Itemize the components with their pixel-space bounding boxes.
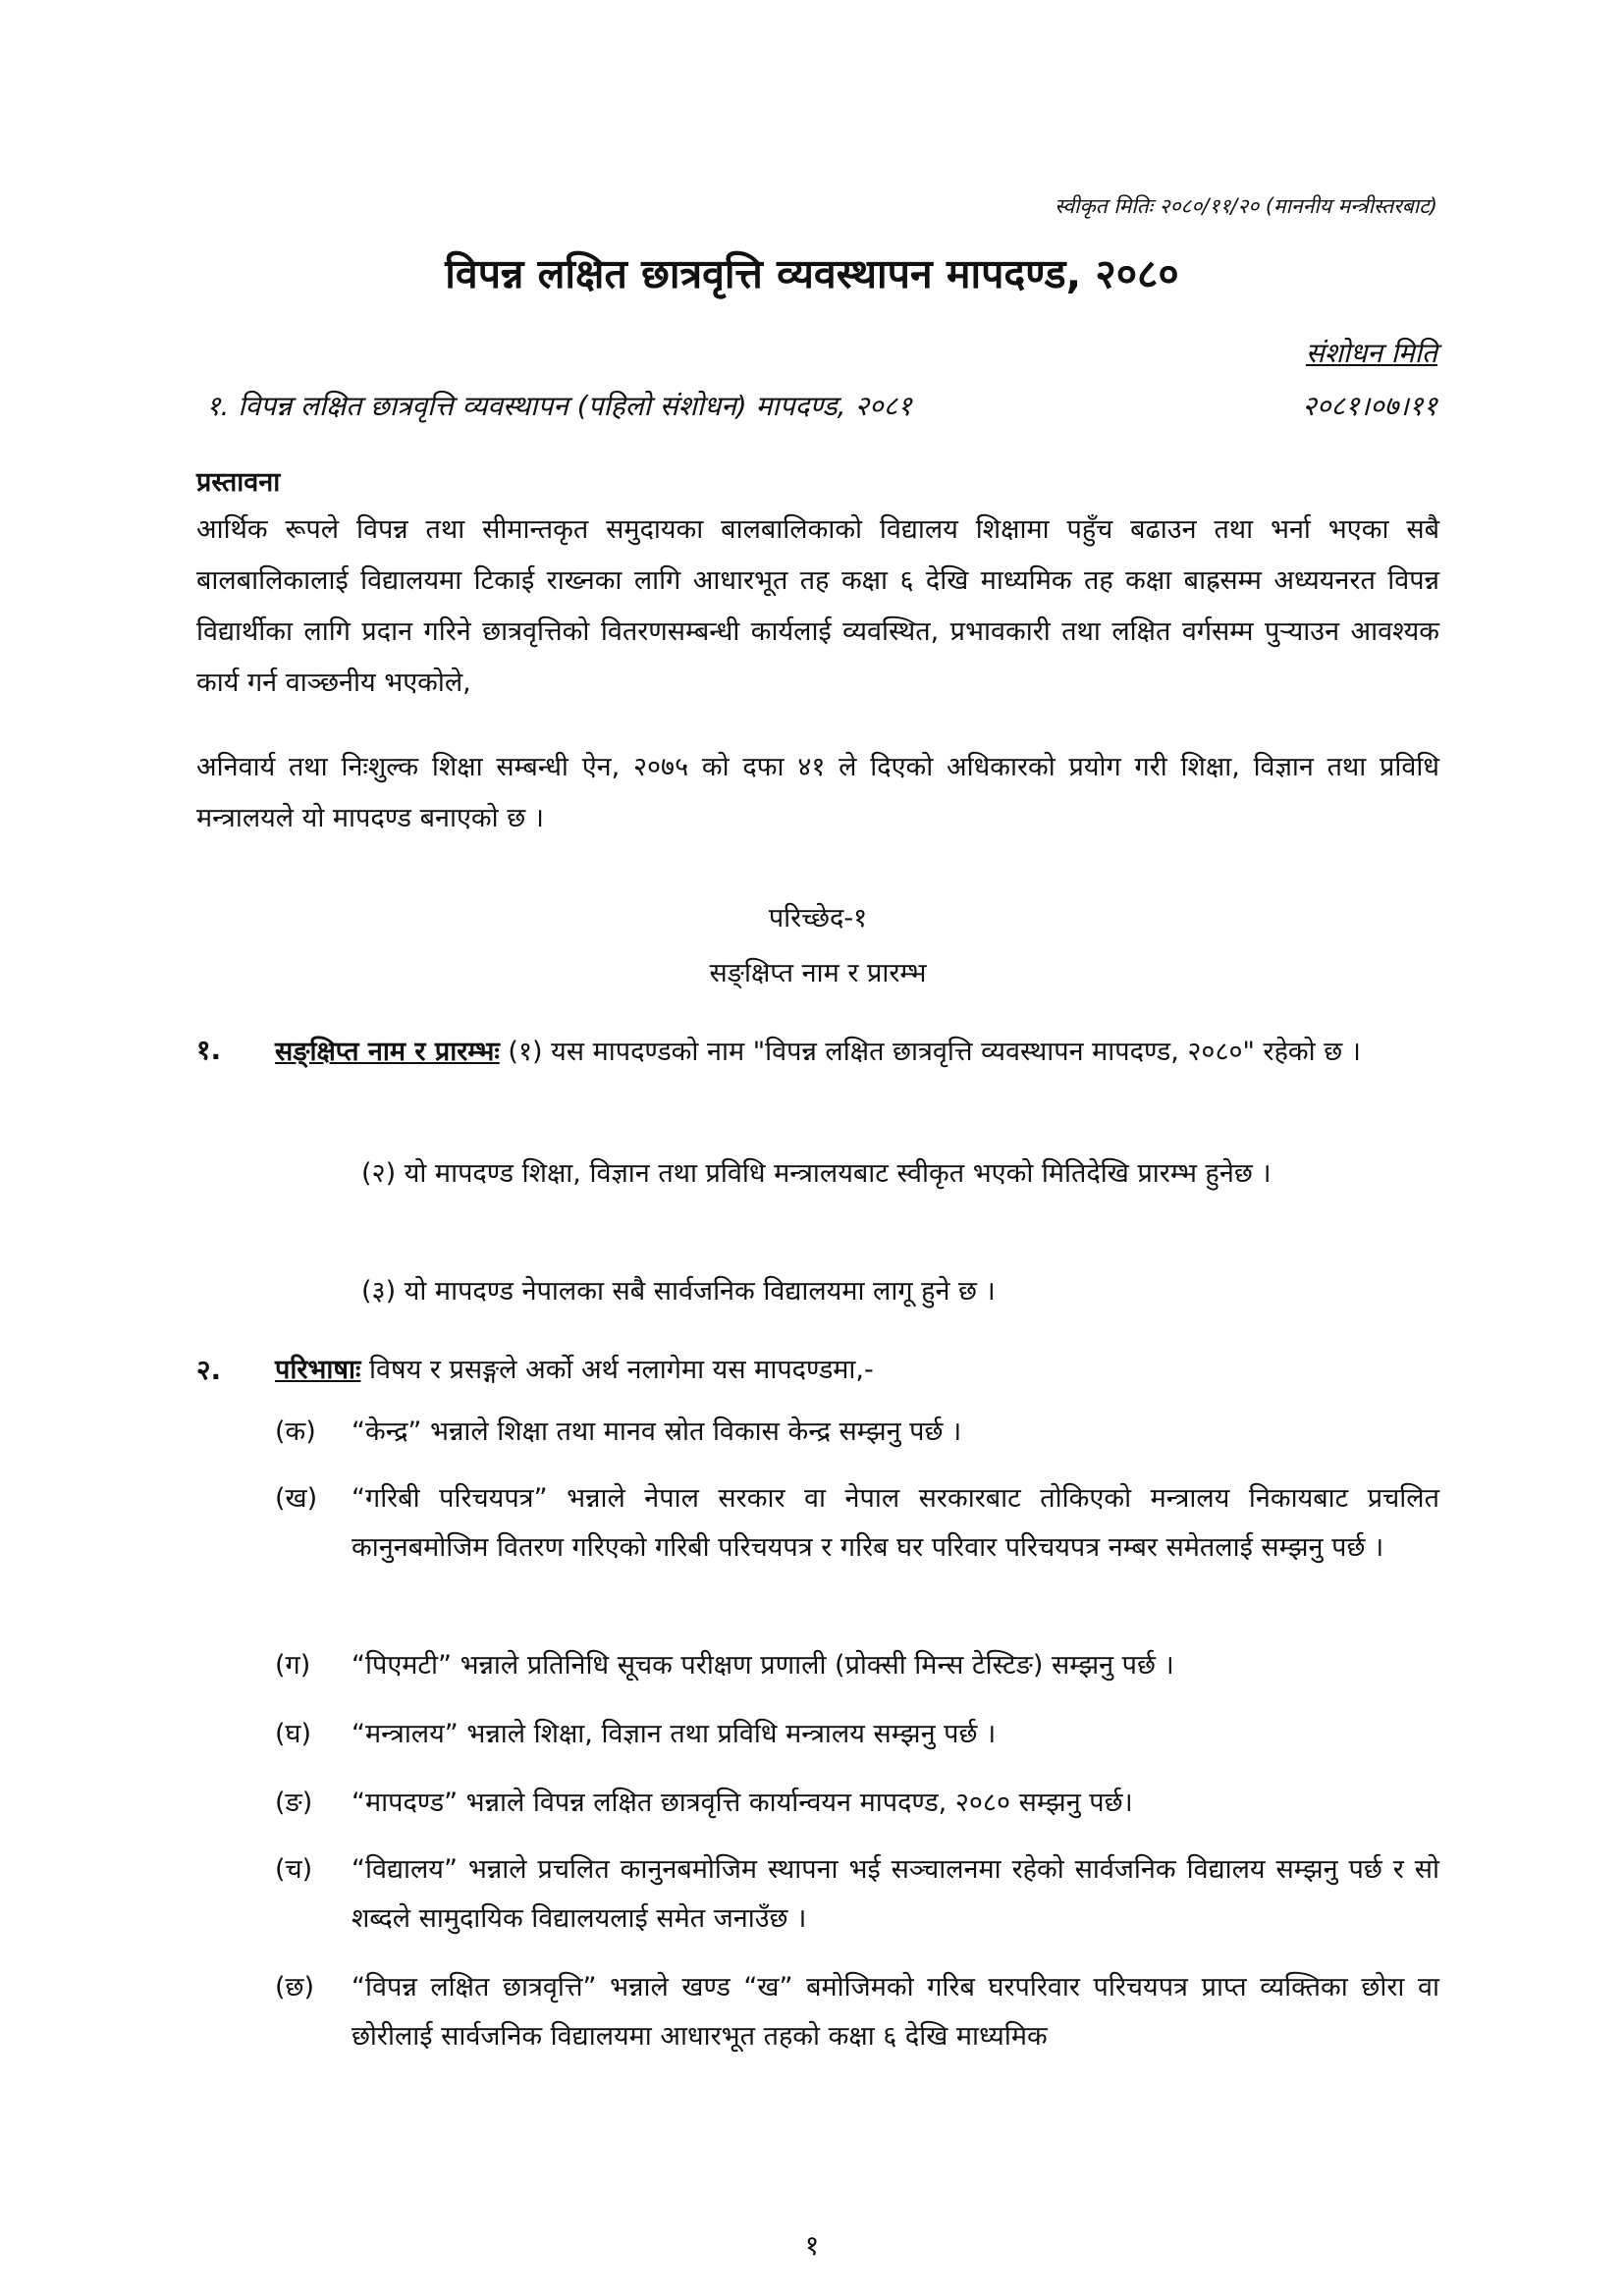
- approval-note: स्वीकृत मितिः २०८०/११/२० (माननीय मन्त्रीस्तरबाट): [1055, 194, 1437, 218]
- definition-item: [275, 1408, 1439, 1457]
- section-2-intro: विषय र प्रसङ्गले अर्को अर्थ नलागेमा यस मापदण्डमा,-: [369, 1355, 874, 1385]
- document-title: विपन्न लक्षित छात्रवृत्ति व्यवस्थापन मापदण्ड, २०८०: [445, 250, 1179, 297]
- section-2-heading: परिभाषाः: [275, 1355, 361, 1385]
- definition-marker: (ख): [275, 1483, 318, 1514]
- definition-text: “गरिबी परिचयपत्र” भन्नाले नेपाल सरकार वा नेपाल सरकारबाट तोकिएको मन्त्रालय निकायबाट प्रचलित कानुनबमोजिम वितरण गरिएको गरिबी परिचयपत्र र गरिब घर परिवार परिचयपत्र नम्बर समेतलाई सम्झनु पर्छ ।: [352, 1483, 1439, 1563]
- amendment-row: [206, 387, 1437, 426]
- section-1-heading: सङ्क्षिप्त नाम र प्रारम्भः: [275, 1037, 500, 1067]
- definition-marker: (च): [275, 1854, 313, 1885]
- definition-text: “मापदण्ड” भन्नाले विपन्न लक्षित छात्रवृत्ति कार्यान्वयन मापदण्ड, २०८० सम्झनु पर्छ।: [352, 1788, 1133, 1818]
- definition-text: “केन्द्र” भन्नाले शिक्षा तथा मानव स्रोत विकास केन्द्र सम्झनु पर्छ ।: [352, 1416, 962, 1447]
- definition-marker: (ङ): [275, 1788, 313, 1818]
- chapter-label: परिच्छेद-१: [768, 903, 868, 934]
- definition-marker: (ग): [275, 1650, 311, 1681]
- definition-marker: (छ): [275, 1972, 314, 2002]
- definition-marker: (क): [275, 1416, 316, 1447]
- section-1-subsection-2: (२) यो मापदण्ड शिक्षा, विज्ञान तथा प्रविधि मन्त्रालयबाट स्वीकृत भएको मितिदेखि प्रारम्भ हुनेछ ।: [361, 1158, 1272, 1189]
- section-2-intro-line: [275, 1345, 1439, 1396]
- definition-text: “मन्त्रालय” भन्नाले शिक्षा, विज्ञान तथा प्रविधि मन्त्रालय सम्झनु पर्छ ।: [352, 1719, 997, 1749]
- definition-text: “विद्यालय” भन्नाले प्रचलित कानुनबमोजिम स्थापना भई सञ्चालनमा रहेको सार्वजनिक विद्यालय सम्झनु पर्छ र सो शब्दले सामुदायिक विद्यालयलाई समेत जनाउँछ ।: [352, 1854, 1439, 1934]
- section-1-number: १.: [196, 1034, 222, 1066]
- definition-item: [275, 1963, 1439, 2061]
- section-1-subsection-3: (३) यो मापदण्ड नेपालका सबै सार्वजनिक विद्यालयमा लागू हुने छ ।: [361, 1276, 996, 1307]
- amendment-heading: संशोधन मिति: [1305, 337, 1437, 369]
- definition-text: “पिएमटी” भन्नाले प्रतिनिधि सूचक परीक्षण प्रणाली (प्रोक्सी मिन्स टेस्टिङ) सम्झनु पर्छ ।: [352, 1650, 1174, 1681]
- page-number: १: [804, 2229, 820, 2262]
- section-2-number: २.: [196, 1354, 222, 1386]
- chapter-title: सङ्क्षिप्त नाम र प्रारम्भ: [709, 958, 927, 988]
- amendment-date: २०८१।०७।११: [1302, 390, 1437, 422]
- definition-item: [275, 1710, 1439, 1759]
- definition-item: [275, 1474, 1439, 1622]
- definition-text: “विपन्न लक्षित छात्रवृत्ति” भन्नाले खण्ड “ख” बमोजिमको गरिब घरपरिवार परिचयपत्र प्राप्त व्यक्तिका छोरा वा छोरीलाई सार्वजनिक विद्यालयमा आधारभूत तहको कक्षा ६ देखि माध्यमिक: [352, 1972, 1439, 2052]
- preamble-heading: प्रस्तावना: [196, 467, 281, 498]
- definition-item: [275, 1641, 1439, 1690]
- preamble-paragraph-2: अनिवार्य तथा निःशुल्क शिक्षा सम्बन्धी ऐन, २०७५ को दफा ४१ ले दिएको अधिकारको प्रयोग गरी शिक्षा, विज्ञान तथा प्रविधि मन्त्रालयले यो मापदण्ड बनाएको छ ।: [196, 752, 1439, 833]
- definition-item: [275, 1779, 1439, 1828]
- definition-marker: (घ): [275, 1719, 312, 1749]
- section-1-subsection-1: [275, 1027, 1439, 1078]
- amendment-label: १. विपन्न लक्षित छात्रवृत्ति व्यवस्थापन (पहिलो संशोधन) मापदण्ड, २०८१: [206, 390, 912, 422]
- preamble-paragraph-1: आर्थिक रूपले विपन्न तथा सीमान्तकृत समुदायका बालबालिकाको विद्यालय शिक्षामा पहुँच बढाउन तथा भर्ना भएका सबै बालबालिकालाई विद्यालयमा टिकाई राख्नका लागि आधारभूत तह कक्षा ६ देखि माध्यमिक तह कक्षा बाह्रसम्म अध्ययनरत विपन्न विद्यार्थीका लागि प्रदान गरिने छात्रवृत्तिको वितरणसम्बन्धी कार्यलाई व्यवस्थित, प्रभावकारी तथा लक्षित वर्गसम्म पुर्‍याउन आवश्यक कार्य गर्न वाञ्छनीय भएकोले,: [196, 514, 1439, 698]
- section-1-text-1: (१) यस मापदण्डको नाम "विपन्न लक्षित छात्रवृत्ति व्यवस्थापन मापदण्ड, २०८०" रहेको छ ।: [508, 1037, 1361, 1067]
- definition-item: [275, 1845, 1439, 1944]
